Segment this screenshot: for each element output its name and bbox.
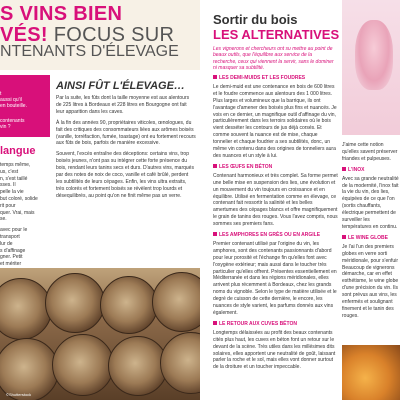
body-paragraph: Souvent, l'excès entraîne des déceptions: certains vins, trop boisés jeunes, n'ont pas su intégrer cette forte présence du bois, rendant leurs tanins secs et durs. D'autres vins, marqués par des notes de noix de coco, vanille et café brûlé, perdent les subtilités de leurs cépages. Enfin, les vins ultra extraits, très colorés et fortement boisés se révèlent trop lourds et désequilibrés, au point qu'on ne finit même pas un verre. — [56, 151, 194, 199]
body-paragraph: Contenant harmonieux et très complet. Sa forme permet une belle mise en suspension des lies, une évolution et un mouvement du vin toujours en croissance et en équilibre. Utilisé en fermentation comme en élevage, ce contenant fait ressortir la salinité et les belles amertumes des cépages blancs et offre magnifiquement le grain de tanins des rouges. Vous l'avez compris, nous sommes ses premiers fans. — [213, 172, 338, 228]
left-column-body — [56, 95, 196, 204]
barrel-image — [0, 338, 59, 400]
side-column-heading: langue — [0, 145, 36, 157]
subsection-heading-text: LES ŒUFS EN BÉTON — [219, 163, 273, 170]
side-paragraph: avec pour le transport lur de s d'affinage gner. Petit et mériter — [0, 227, 28, 268]
subsection-heading-text: LES AMPHORES EN GRÈS OU EN ARGILE — [219, 232, 321, 239]
body-paragraph: Premier contenant utilisé par l'origine du vin, les amphores, sont des contenants passionnants d'abord pour leur porosité et l'échange fin qu'elles font avec l'oxygène extérieur; mais aussi dans le toucher très particulier qu'elles offrent. Présentes essentiellement en Méditerranée et dans les régions méridionales, elles arrivent plus récemment à Bordeaux, chez les grands noms du vignoble. Selon le type de matière utilisée et le degré de cuisson de cette dernière, le encore, les nuances de style varient, les parfums donnés aux vins également. — [213, 240, 337, 316]
title-line-1: S VINS BIEN — [0, 3, 123, 25]
page-subtitle: NTENANTS D'ÉLEVAGE — [0, 43, 179, 60]
bullet-square-icon — [213, 75, 217, 79]
body-paragraph: Je l'ai l'un des premiers globes en verre sorti méridionale, pour s'enfuir Beaucoup de vignerons démarche, car en effet esthétisme, le wine globe d'une précision du vin. Ils sont prévus aux vins, les enfermés et soulignant finement et le tanin des rouges. — [342, 243, 399, 319]
page-title — [0, 4, 200, 46]
right-column-body — [342, 142, 400, 324]
barrel-image — [52, 334, 114, 396]
bullet-square-icon — [213, 232, 217, 236]
title-line-2-gray: FOCUS SUR — [47, 24, 175, 46]
side-paragraph: temps même, us, c'est n, s'est taillé sses. Il pelle la vie but coloré, solide rit pour quer. Vrai, mais se. — [0, 162, 38, 223]
side-column-body — [0, 162, 48, 279]
subsection-heading-text: LE RETOUR AUX CUVES BÉTON — [219, 320, 297, 327]
subsection-heading — [213, 321, 338, 328]
barrel-image — [45, 273, 105, 333]
body-paragraph: Longtemps délaissées au profit des beaux contenants cités plus haut, les cuves en béton font un retour sur le devant de la scène. Très utiles dans les millésimes dits solaires, elles apportent une neutralité de goût, laissant parler la roche et le sol, mais elles vont donner surtout de la droiture et un toucher impeccable. — [213, 329, 336, 371]
body-paragraph: À la fin des années 90, propriétaires viticoles, œnologues, du fait des critiques des consommateurs liées aux arômes boisés (vanille, torréfaction, fumée, toastage) ont eu fortement recours aux fûts de bois, parfois de manière excessive. — [56, 119, 196, 147]
body-paragraph: J'aime cette notion qu'elles savent préserver friandes et pulpeuses. — [342, 142, 398, 162]
barrel-image — [152, 272, 200, 332]
barrel-image — [108, 336, 168, 396]
amber-photo — [342, 345, 400, 400]
intro-text: Les vignerons et chercheurs ont su mettre au point de beaux outils, que l'équilibre aux service de la recherche, ceux qui viennent la servir, sans le dominer ni masquer sa subtilité. — [213, 46, 334, 72]
subsection-heading-text: L'INOX — [348, 166, 365, 173]
subsection-heading — [213, 75, 338, 82]
subsection-heading — [342, 235, 400, 242]
middle-column-body — [213, 73, 338, 375]
barrel-image — [100, 276, 158, 334]
body-paragraph: Le demi-muid est une contenance en bois de 600 litres et le foudre commence aux alentours des 1 000 litres. Plus larges et volumineux que la barrique, ils ont l'avantage d'amener des boisés plus fins et nuancés. Je vois en ce dernier, un magnifique outil d'affinage du vin, particulièrement dans les terroirs solidaires où le bois vient desséter les contours de jus déjà corsés. Et comme souvent la nuance est de mise, chaque tonnelier et chaque foudrier a ses subtilités, donc, un même vin contenu dans des origines de tonneliers aura des nuances et un style à lui. — [213, 83, 337, 159]
barrel-image — [160, 332, 200, 394]
pink-callout-text: t aussi qu'il en bouteille. — [0, 91, 27, 109]
body-paragraph: Avec sa grande neutralité de la modernité, l'inox fait la vie du vin, des lies, équipées de ce que l'on (sortis chauffants, électrique permettent de surveiller les températures en continu. — [342, 175, 399, 230]
pink-callout-question: contenants vin ? — [0, 118, 25, 130]
subsection-heading-text: LES DEMI-MUIDS ET LES FOUDRES — [219, 75, 306, 81]
subsection-heading-text: LE WINE GLOBE — [348, 234, 388, 241]
wine-glass-image — [355, 20, 393, 90]
bullet-square-icon — [213, 164, 217, 168]
subsection-heading — [213, 164, 338, 171]
bullet-square-icon — [342, 235, 346, 239]
barrel-image — [0, 278, 52, 340]
subsection-heading — [342, 167, 400, 174]
body-paragraph: Par la suite, les fûts dont la taille moyenne est aux alentours de 225 litres à Bordeaux et 228 litres en Bourgogne ont fait leur apparition dans les caves. — [56, 95, 190, 115]
photo-credit: ©Shutterstock — [6, 392, 32, 397]
barrels-photo — [0, 268, 200, 400]
section-heading-ainsi: AINSI FÛT L'ÉLEVAGE… — [56, 80, 185, 92]
bullet-square-icon — [342, 167, 346, 171]
title-line-2: VÉS! — [0, 24, 48, 46]
section-title-sortir: Sortir du bois — [213, 12, 298, 27]
subsection-heading — [213, 232, 338, 239]
section-title-alternatives: LES ALTERNATIVES — [213, 27, 340, 42]
bullet-square-icon — [213, 321, 217, 325]
